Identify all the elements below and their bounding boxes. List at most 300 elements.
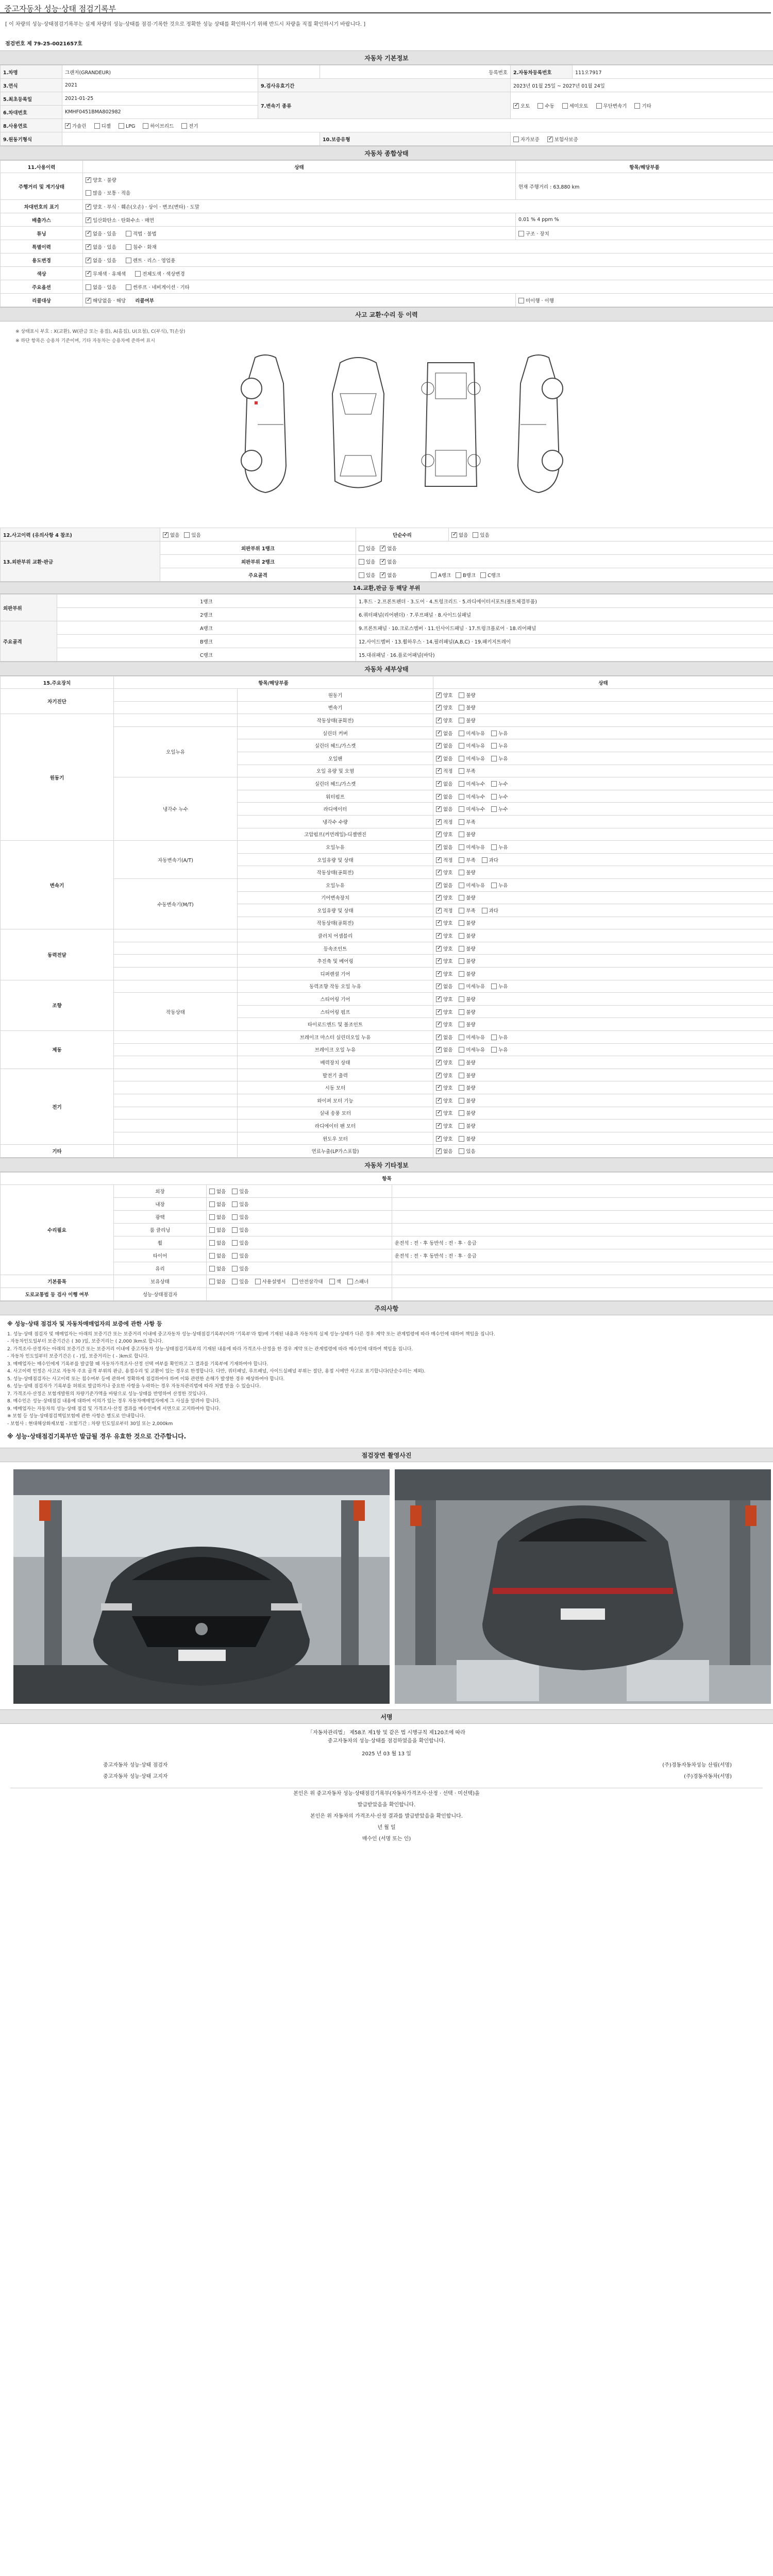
car-top-front-diagram	[320, 352, 397, 497]
detail-row	[1, 1094, 773, 1107]
checkbox	[459, 870, 464, 875]
basic-info-table	[0, 65, 773, 146]
other-row	[1, 1287, 773, 1300]
other-row	[1, 1210, 773, 1223]
car-side-right-diagram	[500, 352, 577, 497]
checkbox	[459, 1148, 464, 1154]
legend-symbols: ※ 상태표시 부호 : X(교환), W(판금 또는 용접), A(흠집), U(요철), C(부식), T(손상)	[15, 329, 186, 334]
checkbox	[459, 1085, 464, 1091]
emission-values: 0.01 % 4 ppm %	[516, 213, 773, 227]
checkbox	[459, 1060, 464, 1065]
detail-item-label: 오일유량 및 상태	[238, 853, 433, 866]
notice-text: [ 이 차량의 성능·상태점검기록부는 실제 차량의 성능·상태를 점검·기록한 것으로 정확한 성능 상태를 확인하시기 위해 반드시 차량을 직접 확인하시기 바랍니다. ]	[5, 22, 366, 27]
checkbox	[459, 844, 464, 850]
other-item-state: 없음 있음	[207, 1262, 392, 1275]
detail-row	[1, 942, 773, 955]
section-general-header: 자동차 종합상태	[0, 146, 773, 160]
checkbox	[459, 705, 464, 710]
detail-row	[1, 1069, 773, 1081]
signer-inspector-org: (주)경동자동차성능 산림(서명)	[662, 1762, 732, 1769]
accident-history-table: 12.사고이력 (유의사항 4 참조) ✓ 없음 있음 단순수리 ✓ 없음 있음 13.외판부위 교환·판금 외판부위 1랭크 있음 ✓ 없음 외판부위 2랭크 있음 ✓ 없음 주요골격 있음 ✓ 없음 A랭크 B랭크 C랭크	[0, 528, 773, 582]
detail-group-label: 전기	[1, 1069, 114, 1145]
section-sign-header: 서명	[0, 1709, 773, 1724]
detail-item-state: ✓ 양호 불량	[433, 1069, 773, 1081]
other-row	[1, 1197, 773, 1210]
checkbox	[482, 908, 488, 913]
detail-item-state: ✓ 양호 불량	[433, 689, 773, 702]
detail-item-label: 시동 모터	[238, 1081, 433, 1094]
detail-group-label: 동력전달	[1, 929, 114, 980]
checkbox	[459, 781, 464, 787]
receive-statement-3: 본인은 위 자동차의 가격조사·산정 결과를 발급받았음을 확인합니다.	[310, 1814, 463, 1820]
value-inspection-period: 2023년 01월 25일 ~ 2027년 01월 24일	[511, 79, 773, 92]
photos-area	[0, 1462, 773, 1709]
accident-label: 12.사고이력 (유의사항 4 참조)	[1, 528, 160, 541]
detail-row	[1, 841, 773, 854]
parts-items: 12.사이드멤버 · 13.휠하우스 · 14.필러패널(A,B,C) · 19.패키지트레이	[356, 635, 773, 648]
checkbox	[436, 819, 442, 825]
general-state-table: 11.사용이력 상태 항목/해당부품 주행거리 및 계기상태 ✓양호 · 불량 많음 · 보통 · 적음 현재 주행거리 : 63,880 km 차대번호의 표기 ✓ 양호 · 부식 · 훼손(오손) · 상이 · 변조(변타) · 도말 배출가스 ✓ 일산화탄소 · 탄화수소 · 매연 0.01 % 4 ppm % 튜닝 ✓ 없음 · 있음 적법 · 불법 구조 · 장치 특별이력 ✓ 없음 · 있음 침수 · 화재 용도변경 ✓ 없음 · 있음 렌트 · 리스 · 영업용 색상 ✓ 무채색 · 유채색 전체도색 · 색상변경 주요옵션 없음 · 있음 썬루프 · 네비게이션 · 기타 리콜대상 ✓ 해당없음 · 해당 리콜여부 미이행 · 이행	[0, 160, 773, 307]
detail-item-state: ✓ 양호 불량	[433, 917, 773, 929]
inspection-photo-front	[13, 1469, 390, 1704]
checkbox	[459, 743, 464, 749]
other-item-label: 휠	[114, 1236, 207, 1249]
checkbox	[459, 768, 464, 774]
detail-item-state: ✓ 양호 불량	[433, 1018, 773, 1031]
car-side-left-diagram	[227, 352, 304, 497]
note-line: - 자동차인도일부터 보증기간은 ( 30 )일, 보증거리는 ( 2,000 )km로 합니다.	[7, 1339, 163, 1345]
parts-items: 15.대쉬패널 · 16.플로어패널(바닥)	[356, 648, 773, 662]
note-line: - 자동차 인도일부터 보증기간은 ( - )일, 보증거리는 ( - )km로 합니다.	[7, 1354, 149, 1360]
checkbox	[436, 806, 442, 812]
detail-item-state: ✓ 양호 불량	[433, 955, 773, 968]
page-title: 중고자동차 성능·상태 점검기록부	[0, 0, 771, 13]
other-item-extra	[392, 1197, 773, 1210]
detail-item-state: ✓ 적정 부족 과다	[433, 904, 773, 917]
checkbox	[459, 832, 464, 837]
detail-item-label: 작동상태(공회전)	[238, 866, 433, 879]
detail-item-label: 오일 유량 및 오염	[238, 765, 433, 777]
detail-row	[1, 993, 773, 1006]
detail-row	[1, 980, 773, 993]
detail-item-state: ✓ 없음 미세누수 누수	[433, 777, 773, 790]
checkbox	[491, 806, 497, 812]
detail-group-label: 변속기	[1, 841, 114, 929]
other-item-label: 광택	[114, 1210, 207, 1223]
checkbox	[436, 984, 442, 989]
parts-rank: C랭크	[57, 648, 356, 662]
detail-item-label: 윈도우 모터	[238, 1132, 433, 1145]
other-row	[1, 1236, 773, 1249]
checkbox	[482, 857, 488, 863]
parts-items: 9.프론트패널 · 10.크로스멤버 · 11.인사이드패널 · 17.트렁크플로어 · 18.리어패널	[356, 621, 773, 635]
detail-item-state: ✓ 양호 불량	[433, 1132, 773, 1145]
detail-subgroup-label: 냉각수 누수	[114, 777, 238, 841]
checkbox	[436, 958, 442, 964]
general-row-label: 주요옵션	[1, 280, 83, 294]
checkbox	[491, 1035, 497, 1040]
other-item-label: 내장	[114, 1197, 207, 1210]
checkbox	[459, 794, 464, 800]
fuel-options: ✓ 가솔린 디젤 LPG 하이브리드 전기	[62, 119, 773, 132]
detail-subgroup-label: 작동상태	[114, 993, 238, 1031]
checkbox	[491, 883, 497, 888]
detail-item-state: ✓ 양호 불량	[433, 1056, 773, 1069]
receive-statement-2: 발급받았음을 확인합니다.	[357, 1802, 416, 1808]
other-item-extra	[392, 1275, 773, 1287]
label-car-name: 1.차명	[1, 65, 62, 79]
checkbox	[459, 731, 464, 736]
label-reg: 등록번호	[320, 65, 511, 79]
checkbox	[436, 781, 442, 787]
other-item-label: 성능·상태점검자	[114, 1287, 207, 1300]
detail-subgroup-label: 오일누유	[114, 726, 238, 777]
checkbox	[436, 1085, 442, 1091]
detail-group-label: 조향	[1, 980, 114, 1030]
detail-row	[1, 968, 773, 980]
other-item-label: 외장	[114, 1184, 207, 1197]
note-line: 7. 가격조사·산정은 보험개발원의 차량기준가액을 바탕으로 성능·상태를 반영하여 산정한 것입니다.	[7, 1391, 207, 1397]
detail-item-label: 실린더 커버	[238, 726, 433, 739]
parts-items: 1.후드 · 2.프론트펜더 · 3.도어 · 4.트렁크리드 · 5.라디에이터서포트(볼트체결부품)	[356, 595, 773, 608]
checkbox	[459, 1123, 464, 1129]
receive-statement: 본인은 위 중고자동차 성능·상태점검기록부(자동차가격조사·산정 · 선택 · 미선택)을	[293, 1791, 480, 1797]
checkbox	[436, 1035, 442, 1040]
label-engine-type: 9.원동기형식	[1, 132, 62, 146]
label-first-reg: 5.최초등록일	[1, 92, 62, 106]
checkbox	[436, 692, 442, 698]
note-line: 1. 성능·상태 점검자 및 매매업자는 아래의 보증기간 또는 보증거리 이내에 중고자동차 성능·상태점검기록부(이하 '기록부'라 함)에 기재된 내용과 자동차의 실제 성능·상태가 다른 경우 계약 또는 관계법령에 따라 매수인에 대하여 책임을 집니다.	[7, 1331, 495, 1337]
note-line: 5. 성능·상태점검자는 사고이력 또는 침수여부 등에 관하여 정확하게 점검하여야 하며 이와 관련한 손해가 발생한 경우 배상하여야 합니다.	[7, 1376, 285, 1382]
detail-item-label: 오일유량 및 상태	[238, 904, 433, 917]
detail-item-state: ✓ 없음 있음	[433, 1145, 773, 1158]
warranty-options: 자가보증 ✓ 보험사보증	[511, 132, 773, 146]
transmission-options: ✓ 오토 수동 세미오토 무단변속기 기타	[511, 92, 773, 119]
header-item: 항목/해당부품	[516, 161, 773, 173]
detail-item-state: ✓ 양호 불량	[433, 993, 773, 1006]
label-fuel: 8.사용연료	[1, 119, 62, 132]
detail-item-state: ✓ 없음 미세누유 누유	[433, 878, 773, 891]
checkbox	[491, 794, 497, 800]
exterior-rank1-label: 외판부위 1랭크	[160, 541, 356, 555]
notes-warning: ※ 성능·상태점검기록부만 발급될 경우 유효한 것으로 간주합니다.	[7, 1433, 187, 1440]
detail-item-label: 오일누유	[238, 841, 433, 854]
detail-item-label: 브레이크 오일 누유	[238, 1043, 433, 1056]
legend-note: ※ 하단 항목은 승용차 기준이며, 기타 자동차는 승용차에 준하여 표시	[15, 338, 155, 344]
detail-item-state: ✓ 양호 불량	[433, 1081, 773, 1094]
sign-date: 2025 년 03 월 13 일	[362, 1751, 411, 1757]
checkbox	[459, 756, 464, 761]
label-year: 3.연식	[1, 79, 62, 92]
detail-item-state: ✓ 적정 부족	[433, 815, 773, 828]
detail-item-label: 작동상태(공회전)	[238, 917, 433, 929]
checkbox	[459, 806, 464, 812]
mileage-value: 현재 주행거리 : 63,880 km	[516, 173, 773, 200]
general-row-label: 튜닝	[1, 227, 83, 240]
checkbox-checked	[513, 103, 519, 109]
detail-item-label: 디퍼렌셜 기어	[238, 968, 433, 980]
general-row-label: 리콜대상	[1, 294, 83, 307]
other-item-state: 없음 있음	[207, 1236, 392, 1249]
other-item-state	[207, 1287, 392, 1300]
checkbox	[459, 718, 464, 723]
simple-repair-label: 단순수리	[356, 528, 449, 541]
detail-row	[1, 726, 773, 739]
document-number: 점검번호 제 79-25-0021657호	[5, 41, 82, 47]
checkbox	[459, 1009, 464, 1015]
note-line: ※ 보험 등 성능·상태점검책임보험에 관한 사항은 별도로 안내합니다.	[7, 1414, 146, 1419]
checkbox	[459, 933, 464, 939]
general-row-label: 주행거리 및 계기상태	[1, 173, 83, 200]
other-row	[1, 1223, 773, 1236]
other-item-extra	[392, 1184, 773, 1197]
detail-item-label: 실린더 헤드/가스켓	[238, 739, 433, 752]
checkbox	[436, 1047, 442, 1053]
other-item-label: 룸 클리닝	[114, 1223, 207, 1236]
detail-item-state: ✓ 양호 불량	[433, 1120, 773, 1132]
detail-item-label: 발전기 출력	[238, 1069, 433, 1081]
detail-row	[1, 1031, 773, 1044]
note-line: 2. 가격조사·산정자는 아래의 보증기간 또는 보증거리 이내에 중고자동차 성능·상태점검기록부의 기재된 내용에 따라 가격조사·산정을 한 경우 계약 또는 관계법령에 따라 매수인에 대하여 책임을 집니다.	[7, 1346, 413, 1352]
parts-group-label: 주요골격	[1, 621, 57, 662]
checkbox	[459, 819, 464, 825]
other-row	[1, 1262, 773, 1275]
detail-row	[1, 1120, 773, 1132]
detail-item-label: 타이로드엔드 및 볼조인트	[238, 1018, 433, 1031]
other-item-extra	[392, 1287, 773, 1300]
other-item-extra: 운전석 : 전 · 후 동반석 : 전 · 후 · 응급	[392, 1249, 773, 1262]
detail-item-label: 워터펌프	[238, 790, 433, 803]
detail-item-state: ✓ 없음 미세누유 누유	[433, 841, 773, 854]
detail-item-label: 와이퍼 모터 기능	[238, 1094, 433, 1107]
note-line: - 보험사 : 현대해상화재보험 - 보험기간 : 차량 인도일로부터 30일 또는 2,000km	[7, 1421, 173, 1427]
checkbox	[459, 857, 464, 863]
checkbox	[436, 1148, 442, 1154]
detail-row	[1, 714, 773, 727]
detail-row	[1, 955, 773, 968]
other-row	[1, 1249, 773, 1262]
general-row-label: 색상	[1, 267, 83, 280]
general-row-state: ✓양호 · 불량 많음 · 보통 · 적음	[83, 173, 516, 200]
detail-item-state: ✓ 양호 불량	[433, 828, 773, 841]
checkbox	[436, 832, 442, 837]
detail-group-label: 자기진단	[1, 689, 114, 714]
checkbox	[436, 1123, 442, 1129]
detail-item-label: 오일누유	[238, 878, 433, 891]
other-item-label: 유리	[114, 1262, 207, 1275]
checkbox	[436, 870, 442, 875]
other-row	[1, 1275, 773, 1287]
detail-item-label: 스티어링 펌프	[238, 1005, 433, 1018]
detail-item-label: 작동상태(공회전)	[238, 714, 433, 727]
checkbox	[459, 920, 464, 926]
general-row-label: 용도변경	[1, 253, 83, 267]
signature-block	[0, 1724, 773, 1845]
other-group-label: 수리필요	[1, 1184, 114, 1275]
checkbox	[459, 1047, 464, 1053]
signer-inspector-label: 중고자동차 성능·상태 점검자	[103, 1762, 168, 1769]
label-transmission: 7.변속기 종류	[258, 92, 511, 119]
detail-item-state: ✓ 없음 미세누유 누유	[433, 980, 773, 993]
detail-item-state: ✓ 없음 미세누수 누수	[433, 803, 773, 816]
checkbox	[459, 1022, 464, 1027]
detail-item-state: ✓ 없음 미세누수 누수	[433, 790, 773, 803]
checkbox	[459, 883, 464, 888]
header-state: 상태	[433, 676, 773, 689]
detail-item-label: 오일팬	[238, 752, 433, 765]
checkbox	[436, 933, 442, 939]
detail-row	[1, 878, 773, 891]
checkbox	[459, 958, 464, 964]
detail-item-state: ✓ 양호 불량	[433, 1094, 773, 1107]
detail-item-state: ✓ 양호 불량	[433, 929, 773, 942]
checkbox	[459, 996, 464, 1002]
detail-item-state: ✓ 없음 미세누유 누유	[433, 752, 773, 765]
detail-item-label: 스티어링 기어	[238, 993, 433, 1006]
section-notes-header: 주의사항	[0, 1301, 773, 1315]
other-item-state: 없음 있음	[207, 1184, 392, 1197]
parts-table	[0, 594, 773, 662]
parts-rank: B랭크	[57, 635, 356, 648]
checkbox	[436, 857, 442, 863]
value-year: 2021	[62, 79, 258, 92]
checkbox	[459, 1098, 464, 1104]
notes-title: ※ 성능·상태 점검자 및 자동차매매업자의 보증에 관한 사항 등	[7, 1320, 162, 1327]
checkbox	[436, 883, 442, 888]
checkbox	[436, 768, 442, 774]
other-item-label: 타이어	[114, 1249, 207, 1262]
section-other-header: 자동차 기타정보	[0, 1158, 773, 1172]
other-item-state: 없음 있음	[207, 1223, 392, 1236]
checkbox	[436, 1110, 442, 1116]
checkbox	[436, 1022, 442, 1027]
detail-row	[1, 1081, 773, 1094]
sign-statement: 「자동차관리법」 제58조 제1항 및 같은 법 시행규칙 제120조에 따라 중고자동차의 성능·상태를 점검하였음을 확인합니다.	[308, 1730, 465, 1744]
detail-group-label: 기타	[1, 1145, 114, 1158]
checkbox	[491, 781, 497, 787]
checkbox	[436, 718, 442, 723]
detail-row	[1, 1132, 773, 1145]
detail-item-label: 동력조향 작동 오일 누유	[238, 980, 433, 993]
checkbox	[436, 731, 442, 736]
other-item-extra	[392, 1223, 773, 1236]
detail-item-label: 추진축 및 베어링	[238, 955, 433, 968]
detail-item-label: 기어변속장치	[238, 891, 433, 904]
checkbox	[459, 971, 464, 977]
checkbox	[459, 692, 464, 698]
other-row	[1, 1184, 773, 1197]
header-main-device: 15.주요장치	[1, 676, 114, 689]
detail-item-state: ✓ 없음 미세누유 누유	[433, 1031, 773, 1044]
detail-item-label: 라디에이터 팬 모터	[238, 1120, 433, 1132]
checkbox	[436, 705, 442, 710]
receiver-sign: 매수인 (서명 또는 인)	[362, 1836, 411, 1842]
checkbox	[459, 895, 464, 901]
header-item: 항목	[1, 1172, 773, 1184]
checkbox	[436, 1009, 442, 1015]
checkbox	[459, 1110, 464, 1116]
checkbox	[436, 794, 442, 800]
checkbox	[436, 1060, 442, 1065]
detail-item-label: 등속조인트	[238, 942, 433, 955]
general-row-label: 특별이력	[1, 240, 83, 253]
value-first-reg: 2021-01-25	[62, 92, 258, 106]
label-inspection-period: 9.검사유효기간	[258, 79, 511, 92]
checkbox	[491, 731, 497, 736]
other-group-label: 도로교통법 등 검사 이행 여부	[1, 1287, 114, 1300]
checkbox	[436, 1136, 442, 1142]
parts-rank: 2랭크	[57, 608, 356, 621]
parts-group-label: 외판부위	[1, 595, 57, 621]
section-accident-header: 사고 교환·수리 등 이력	[0, 307, 773, 321]
note-line: 9. 매매업자는 자동차의 성능·상태 점검 및 가격조사·산정 결과를 매수인에게 서면으로 고지하여야 합니다.	[7, 1406, 221, 1412]
detail-item-state: ✓ 양호 불량	[433, 714, 773, 727]
checkbox	[436, 895, 442, 901]
exterior-rank2-label: 외판부위 2랭크	[160, 555, 356, 568]
other-item-extra	[392, 1210, 773, 1223]
detail-row	[1, 777, 773, 790]
checkbox	[491, 756, 497, 761]
detail-item-label: 연료누출(LP가스포함)	[238, 1145, 433, 1158]
signer-notifier-org: (주)경동자동차(서명)	[684, 1774, 732, 1780]
detail-item-label: 실린더 헤드/가스켓	[238, 777, 433, 790]
detail-item-label: 브레이크 마스터 실린더오일 누유	[238, 1031, 433, 1044]
other-item-extra: 운전석 : 전 · 후 동반석 : 전 · 후 · 응급	[392, 1236, 773, 1249]
detail-row	[1, 689, 773, 702]
checkbox	[459, 946, 464, 952]
value-vin: KMHF0451BMA802982	[62, 106, 258, 119]
detail-item-state: ✓ 적정 부족	[433, 765, 773, 777]
header-usage: 11.사용이력	[1, 161, 83, 173]
value-reg-no: 111오7917	[573, 65, 773, 79]
detail-item-label: 라디에이터	[238, 803, 433, 816]
header-item: 항목/해당부품	[114, 676, 433, 689]
checkbox	[459, 984, 464, 989]
detail-item-label: 원동기	[238, 689, 433, 702]
exterior-label: 13.외판부위 교환·판금	[1, 541, 160, 582]
detail-item-state: ✓ 양호 불량	[433, 866, 773, 879]
checkbox	[436, 920, 442, 926]
detail-item-label: 변속기	[238, 701, 433, 714]
checkbox	[436, 1073, 442, 1078]
detail-item-label: 배력장치 상태	[238, 1056, 433, 1069]
detail-row	[1, 1107, 773, 1120]
damage-diagram	[0, 321, 773, 528]
detail-item-state: ✓ 양호 불량	[433, 1107, 773, 1120]
detail-item-state: ✓ 양호 불량	[433, 701, 773, 714]
detail-subgroup-label: 수동변속기(M/T)	[114, 878, 238, 929]
header-state: 상태	[83, 161, 516, 173]
label-vin: 6.차대번호	[1, 106, 62, 119]
checkbox	[459, 908, 464, 913]
detail-row	[1, 1145, 773, 1158]
parts-rank: 1랭크	[57, 595, 356, 608]
other-item-state: 없음 있음	[207, 1210, 392, 1223]
car-frame-diagram	[412, 352, 490, 497]
detail-group-label: 원동기	[1, 714, 114, 841]
checkbox	[436, 996, 442, 1002]
section-basic-header: 자동차 기본정보	[0, 50, 773, 65]
other-info-table	[0, 1172, 773, 1301]
detail-row	[1, 1056, 773, 1069]
detail-item-state: ✓ 없음 미세누유 누유	[433, 726, 773, 739]
checkbox	[491, 984, 497, 989]
parts-rank: A랭크	[57, 621, 356, 635]
value-car-name: 그랜저(GRANDEUR)	[62, 65, 258, 79]
note-line: 3. 매매업자는 매수인에게 기록부를 발급할 때 자동차가격조사·산정 선택 여부를 확인하고 그 결과를 기록부에 기재하여야 합니다.	[7, 1361, 268, 1367]
detail-item-state: ✓ 양호 불량	[433, 1005, 773, 1018]
section-detail-header: 자동차 세부상태	[0, 662, 773, 676]
